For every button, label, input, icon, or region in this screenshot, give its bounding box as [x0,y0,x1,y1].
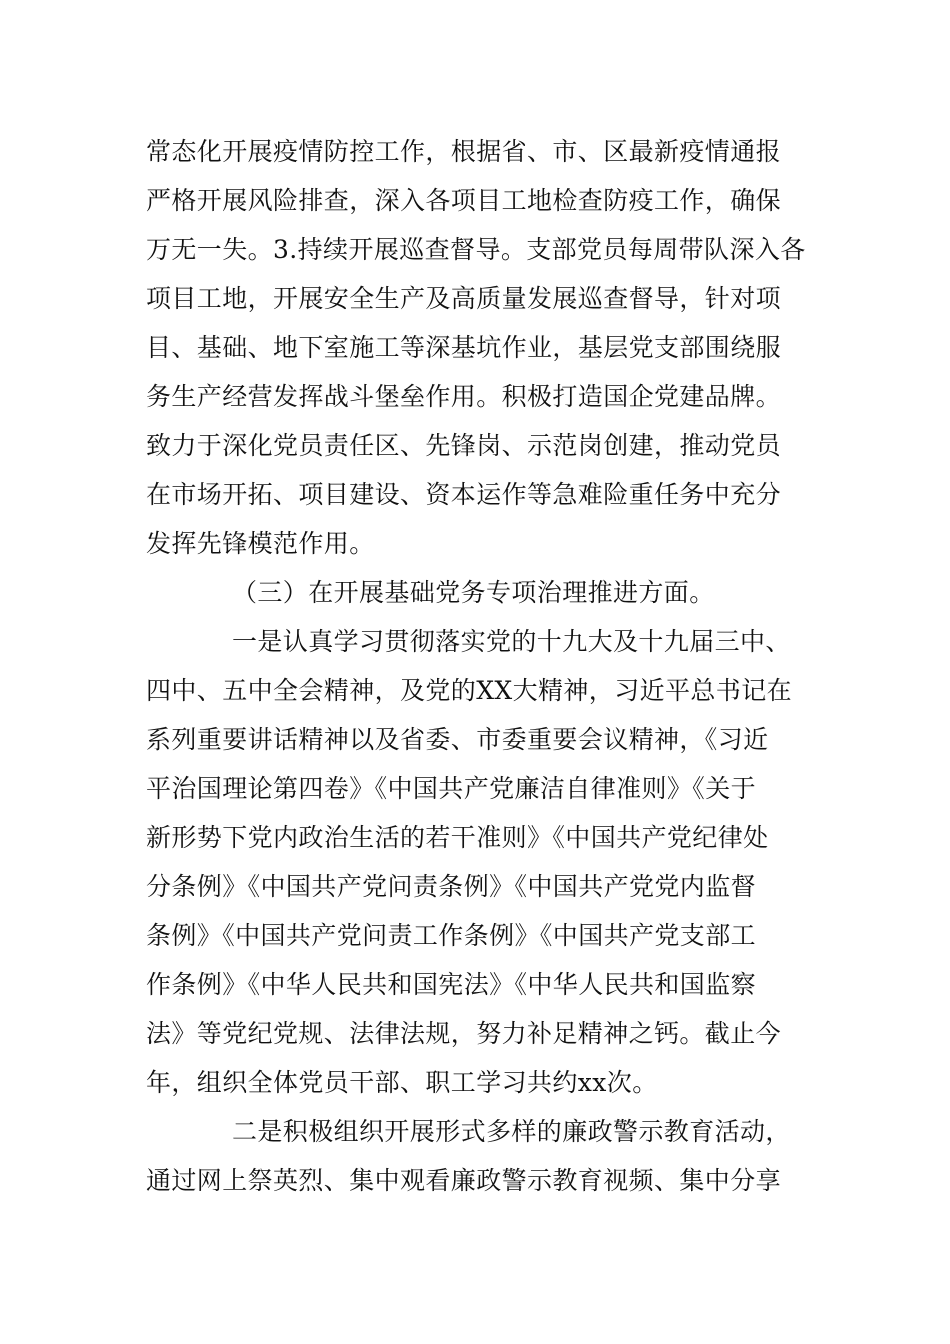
body-text [146,127,808,1205]
text-line: 常态化开展疫情防控工作，根据省、市、区最新疫情通报 [146,137,782,166]
text-line: 法》等党纪党规、法律法规，努力补足精神之钙。截止今 [146,1019,782,1048]
text-line: 务生产经营发挥战斗堡垒作用。积极打造国企党建品牌。 [146,382,782,411]
text-line: 通过网上祭英烈、集中观看廉政警示教育视频、集中分享 [146,1166,782,1195]
text-line: 作条例》《中华人民共和国宪法》《中华人民共和国监察 [146,970,757,999]
text-line: 系列重要讲话精神以及省委、市委重要会议精神，《习近 [146,725,769,754]
section-heading: （三）在开展基础党务专项治理推进方面。 [232,578,715,607]
text-line: 分条例》《中国共产党问责条例》《中国共产党党内监督 [146,872,757,901]
text-line: 万无一失。3.持续开展巡查督导。支部党员每周带队深入各 [146,235,806,264]
paragraph-start: 一是认真学习贯彻落实党的十九大及十九届三中、 [232,627,791,656]
text-line: 条例》《中国共产党问责工作条例》《中国共产党支部工 [146,921,757,950]
text-line: 目、基础、地下室施工等深基坑作业，基层党支部围绕服 [146,333,782,362]
text-line: 新形势下党内政治生活的若干准则》《中国共产党纪律处 [146,823,769,852]
paragraph-start: 二是积极组织开展形式多样的廉政警示教育活动， [232,1117,791,1146]
text-line: 在市场开拓、项目建设、资本运作等急难险重任务中充分 [146,480,782,509]
text-line: 致力于深化党员责任区、先锋岗、示范岗创建，推动党员 [146,431,782,460]
text-line: 四中、五中全会精神，及党的XX大精神，习近平总书记在 [146,676,792,705]
text-line: 项目工地，开展安全生产及高质量发展巡查督导，针对项 [146,284,782,313]
text-line: 严格开展风险排查，深入各项目工地检查防疫工作，确保 [146,186,782,215]
text-line: 平治国理论第四卷》《中国共产党廉洁自律准则》《关于 [146,774,757,803]
text-line: 年，组织全体党员干部、职工学习共约xx次。 [146,1068,658,1097]
text-line: 发挥先锋模范作用。 [146,529,375,558]
